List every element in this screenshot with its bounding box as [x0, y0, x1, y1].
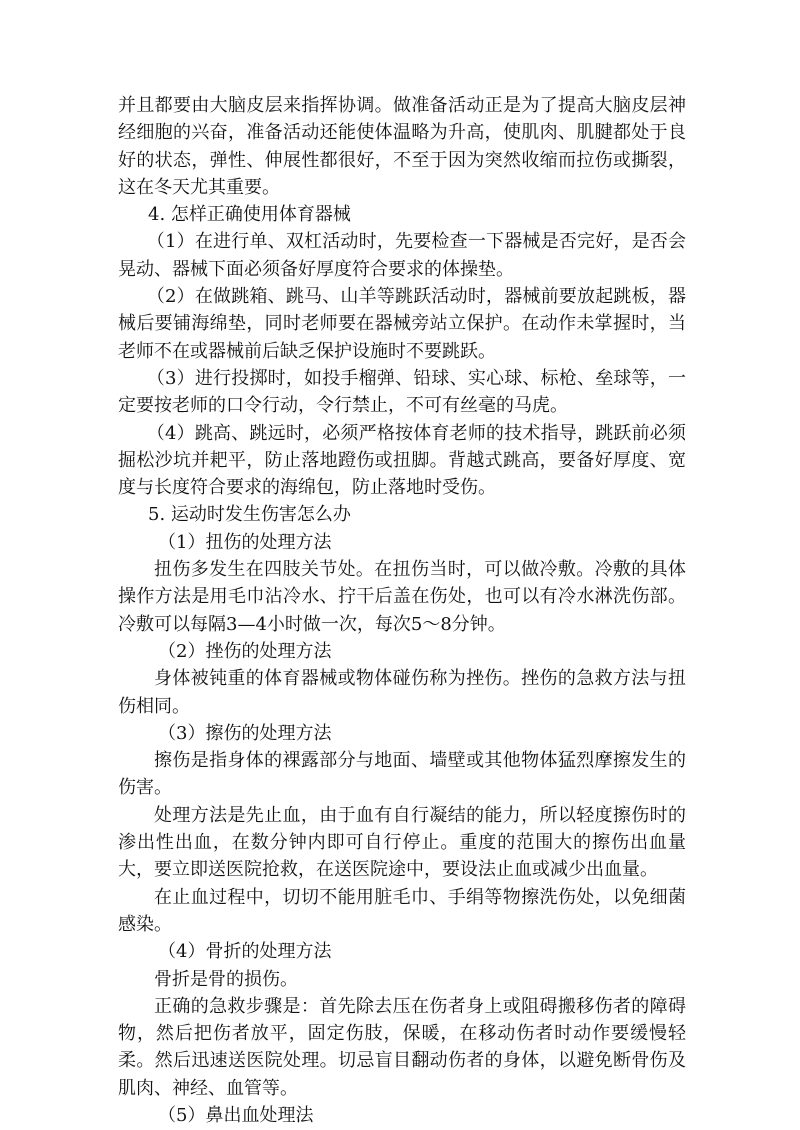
paragraph: 擦伤是指身体的裸露部分与地面、墙壁或其他物体猛烈摩擦发生的伤害。	[118, 750, 686, 799]
paragraph: （1）在进行单、双杠活动时，先要检查一下器械是否完好，是否会晃动、器械下面必须备好厚度符合要求的体操垫。	[118, 231, 686, 280]
section-heading: 5. 运动时发生伤害怎么办	[148, 504, 351, 526]
paragraph: （4）跳高、跳远时，必须严格按体育老师的技术指导，跳跃前必须掘松沙坑并耙平，防止落地蹬伤或扭脚。背越式跳高，要备好厚度、宽度与长度符合要求的海绵包，防止落地时受伤。	[118, 422, 686, 499]
paragraph: 并且都要由大脑皮层来指挥协调。做准备活动正是为了提高大脑皮层神经细胞的兴奋，准备活动还能使体温略为升高，使肌肉、肌腱都处于良好的状态，弹性、伸展性都很好，不至于因为突然收缩而拉伤或撕裂，这在冬天尤其重要。	[118, 95, 686, 198]
subsection-heading: （3）擦伤的处理方法	[158, 722, 332, 744]
subsection-heading: （4）骨折的处理方法	[158, 941, 332, 963]
document-page	[118, 92, 686, 1129]
subsection-heading: （1）扭伤的处理方法	[158, 531, 332, 553]
paragraph: （2）在做跳箱、跳马、山羊等跳跃活动时，器械前要放起跳板，器械后要铺海绵垫，同时老师要在器械旁站立保护。在动作未掌握时，当老师不在或器械前后缺乏保护设施时不要跳跃。	[118, 286, 686, 362]
section-heading: 4. 怎样正确使用体育器械	[148, 204, 351, 226]
paragraph: 扭伤多发生在四肢关节处。在扭伤当时，可以做冷敷。冷敷的具体操作方法是用毛巾沾冷水、拧干后盖在伤处，也可以有冷水淋洗伤部。冷敷可以每隔3—4小时做一次，每次5～8分钟。	[118, 559, 686, 635]
paragraph: 骨折是骨的损伤。	[154, 968, 298, 990]
paragraph: 正确的急救步骤是：首先除去压在伤者身上或阻碍搬移伤者的障碍物，然后把伤者放平，固定伤肢，保暖，在移动伤者时动作要缓慢轻柔。然后迅速送医院处理。切忌盲目翻动伤者的身体，以避免断骨伤及肌肉、神经、血管等。	[118, 995, 686, 1099]
subsection-heading: （5）鼻出血处理法	[158, 1104, 314, 1126]
paragraph: 处理方法是先止血，由于血有自行凝结的能力，所以轻度擦伤时的渗出性出血，在数分钟内即可自行停止。重度的范围大的擦伤出血量大，要立即送医院抢救，在送医院途中，要设法止血或减少出血量。	[118, 804, 686, 881]
subsection-heading: （2）挫伤的处理方法	[158, 640, 332, 662]
paragraph: 身体被钝重的体育器械或物体碰伤称为挫伤。挫伤的急救方法与扭伤相同。	[118, 668, 686, 717]
paragraph: （3）进行投掷时，如投手榴弹、铅球、实心球、标枪、垒球等，一定要按老师的口令行动，令行禁止，不可有丝毫的马虎。	[118, 367, 686, 417]
paragraph: 在止血过程中，切切不能用脏毛巾、手绢等物擦洗伤处，以免细菌感染。	[118, 886, 686, 935]
